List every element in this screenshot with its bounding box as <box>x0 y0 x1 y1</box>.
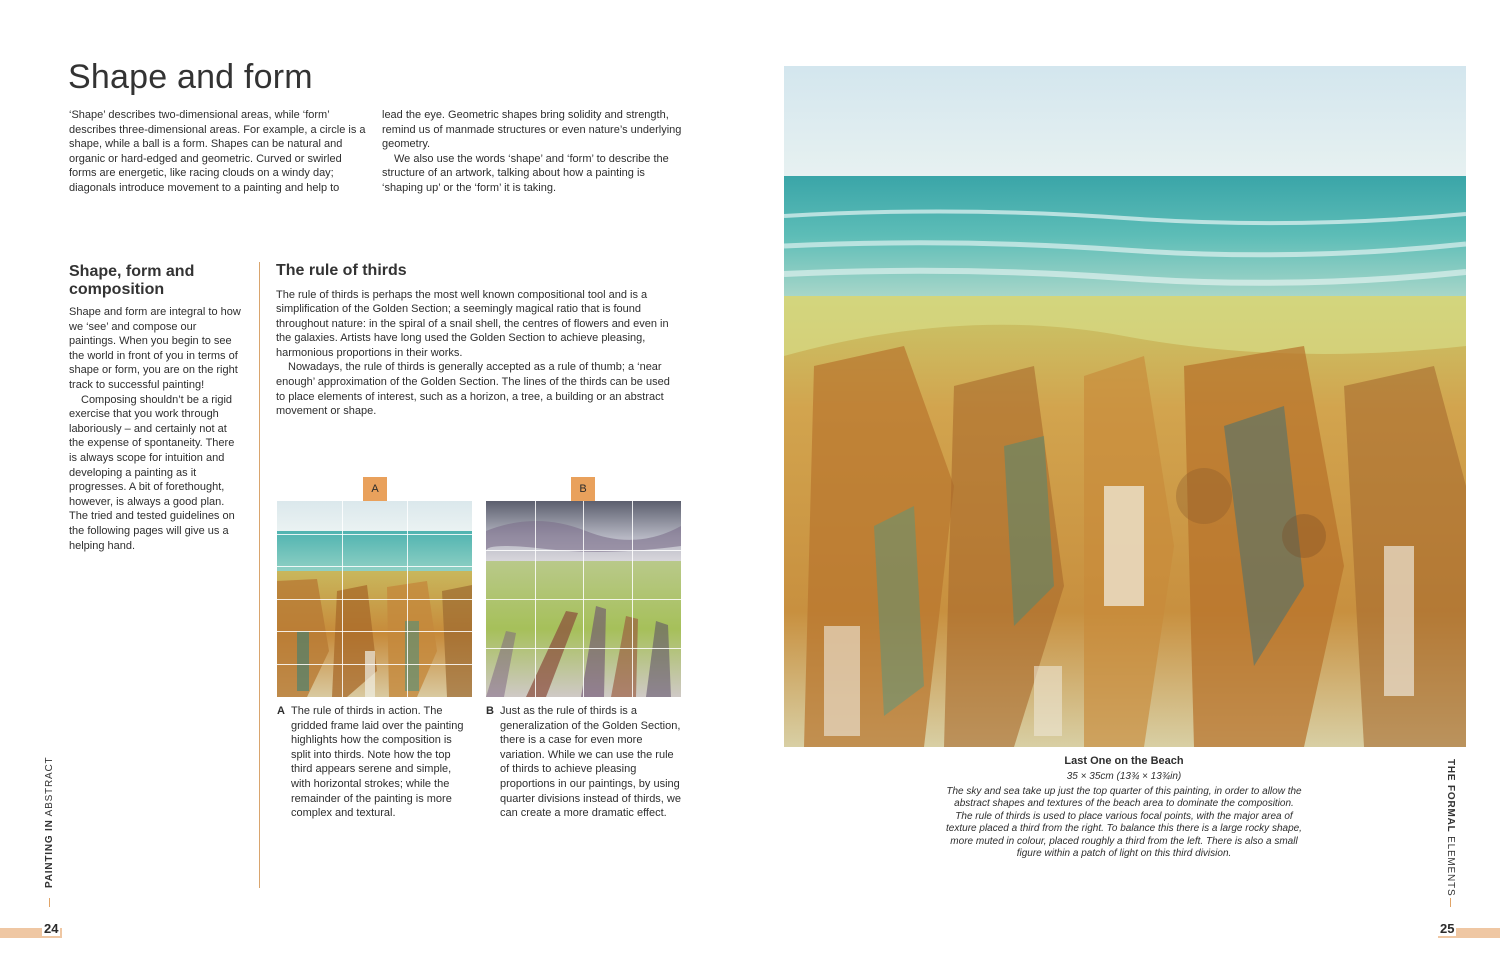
grid-line <box>535 501 536 697</box>
figure-a-caption-letter: A <box>277 705 285 717</box>
main-painting <box>784 66 1466 747</box>
painting-description: The sky and sea take up just the top quarter of this painting, in order to allow the abstract shapes and textures of the beach area to dominate the composition. The rule of thirds is used to place various focal points, with the major area of texture placed a third from the right. To balance this there is a large rocky shape, more muted in colour, placed roughly a third from the left. There is also a small figure within a patch of light on this third division. <box>946 786 1302 860</box>
grid-line <box>342 501 343 697</box>
running-header-dash <box>49 898 50 907</box>
painting-last-one-on-the-beach <box>784 66 1466 747</box>
figure-b-badge: B <box>571 477 595 501</box>
grid-line <box>277 631 472 632</box>
figure-a-caption <box>277 704 473 821</box>
running-header-left-light: ABSTRACT <box>44 756 55 820</box>
painting-title: Last One on the Beach <box>1064 755 1184 767</box>
figure-a-image <box>277 501 472 697</box>
page-number-left: 24 <box>44 921 59 936</box>
rule-of-thirds-paragraph-2: Nowadays, the rule of thirds is generally accepted as a rule of thumb; a ‘near enough’ approximation of the Golden Section. The lines of the thirds can be used to place elements of interest, such as a horizon, a tree, a building or an abstract movement or shape. <box>276 361 670 418</box>
right-page <box>750 0 1500 972</box>
grid-line <box>583 501 584 697</box>
figure-b-image <box>486 501 681 697</box>
composition-paragraph-2: Composing shouldn’t be a rigid exercise that you work through laboriously – and certainly not at the expense of spontaneity. There is always scope for intuition and developing a painting as it progresses. A bit of forethought, however, is always a good plan. The tried and tested guidelines on the following pages will give us a helping hand. <box>69 393 235 552</box>
rule-of-thirds-heading: The rule of thirds <box>276 262 407 279</box>
intro-column-1 <box>69 108 367 196</box>
figure-b-caption-letter: B <box>486 705 494 717</box>
composition-paragraph-1: Shape and form are integral to how we ‘see’ and compose our paintings. When you begin to see the world in front of you in terms of shape or form, you are on the right track to successful painting! <box>69 306 241 391</box>
rule-of-thirds-paragraph-1: The rule of thirds is perhaps the most well known compositional tool and is a simplification of the Golden Section; a seemingly magical ratio that is found throughout nature: in the spiral of a snail shell, the centres of flowers and even in the galaxies. Artists have long used the Golden Section to achieve pleasing, harmonious proportions in their works. <box>276 288 669 359</box>
painting-caption <box>946 754 1302 860</box>
grid-line <box>277 599 472 600</box>
intro-column-2 <box>382 108 682 196</box>
painting-size: 35 × 35cm (13¾ × 13¾in) <box>1066 771 1182 782</box>
intro-paragraph-2: lead the eye. Geometric shapes bring solidity and strength, remind us of manmade structures or even nature’s underlying geometry. <box>382 109 682 151</box>
intro-paragraph-1: ‘Shape’ describes two-dimensional areas, while ‘form’ describes three-dimensional areas. For example, a circle is a shape, while a ball is a form. Shapes can be natural and organic or hard-edged and geometric. Curved or swirled forms are energetic, like racing clouds on a windy day; diagonals introduce movement to a painting and help to <box>69 109 366 194</box>
figure-b-caption-text: Just as the rule of thirds is a generalization of the Golden Section, there is a case for even more variation. While we can use the rule of thirds to achieve pleasing proportions in our paintings, by using quarter divisions instead of thirds, we can create a more dramatic effect. <box>500 705 681 820</box>
column-divider <box>259 262 260 888</box>
running-header-right-light: ELEMENTS <box>1445 832 1456 897</box>
grid-line <box>277 534 472 535</box>
figure-b-caption <box>486 704 682 821</box>
grid-line <box>277 664 472 665</box>
figure-a-caption-text: The rule of thirds in action. The gridded frame laid over the painting highlights how the composition is split into thirds. Note how the top third appears serene and simple, with horizontal strokes; while the remainder of the painting is more complex and textural. <box>291 705 464 820</box>
running-header-left-bold: PAINTING IN <box>44 819 55 888</box>
figure-a-badge: A <box>363 477 387 501</box>
composition-section <box>69 263 244 553</box>
rule-of-thirds-section <box>276 262 681 419</box>
running-header-right <box>1445 759 1456 896</box>
running-header-right-bold: THE FORMAL <box>1445 759 1456 833</box>
grid-line <box>277 566 472 567</box>
running-header-left <box>44 757 55 888</box>
running-header-dash <box>1450 898 1451 907</box>
intro-paragraph-3: We also use the words ‘shape’ and ‘form’ to describe the structure of an artwork, talking about how a painting is ‘shaping up’ or the ‘form’ it is taking. <box>382 152 669 194</box>
composition-heading: Shape, form and composition <box>69 263 195 298</box>
grid-line <box>407 501 408 697</box>
page-title: Shape and form <box>68 58 313 96</box>
grid-line <box>632 501 633 697</box>
page-number-right: 25 <box>1440 921 1455 936</box>
